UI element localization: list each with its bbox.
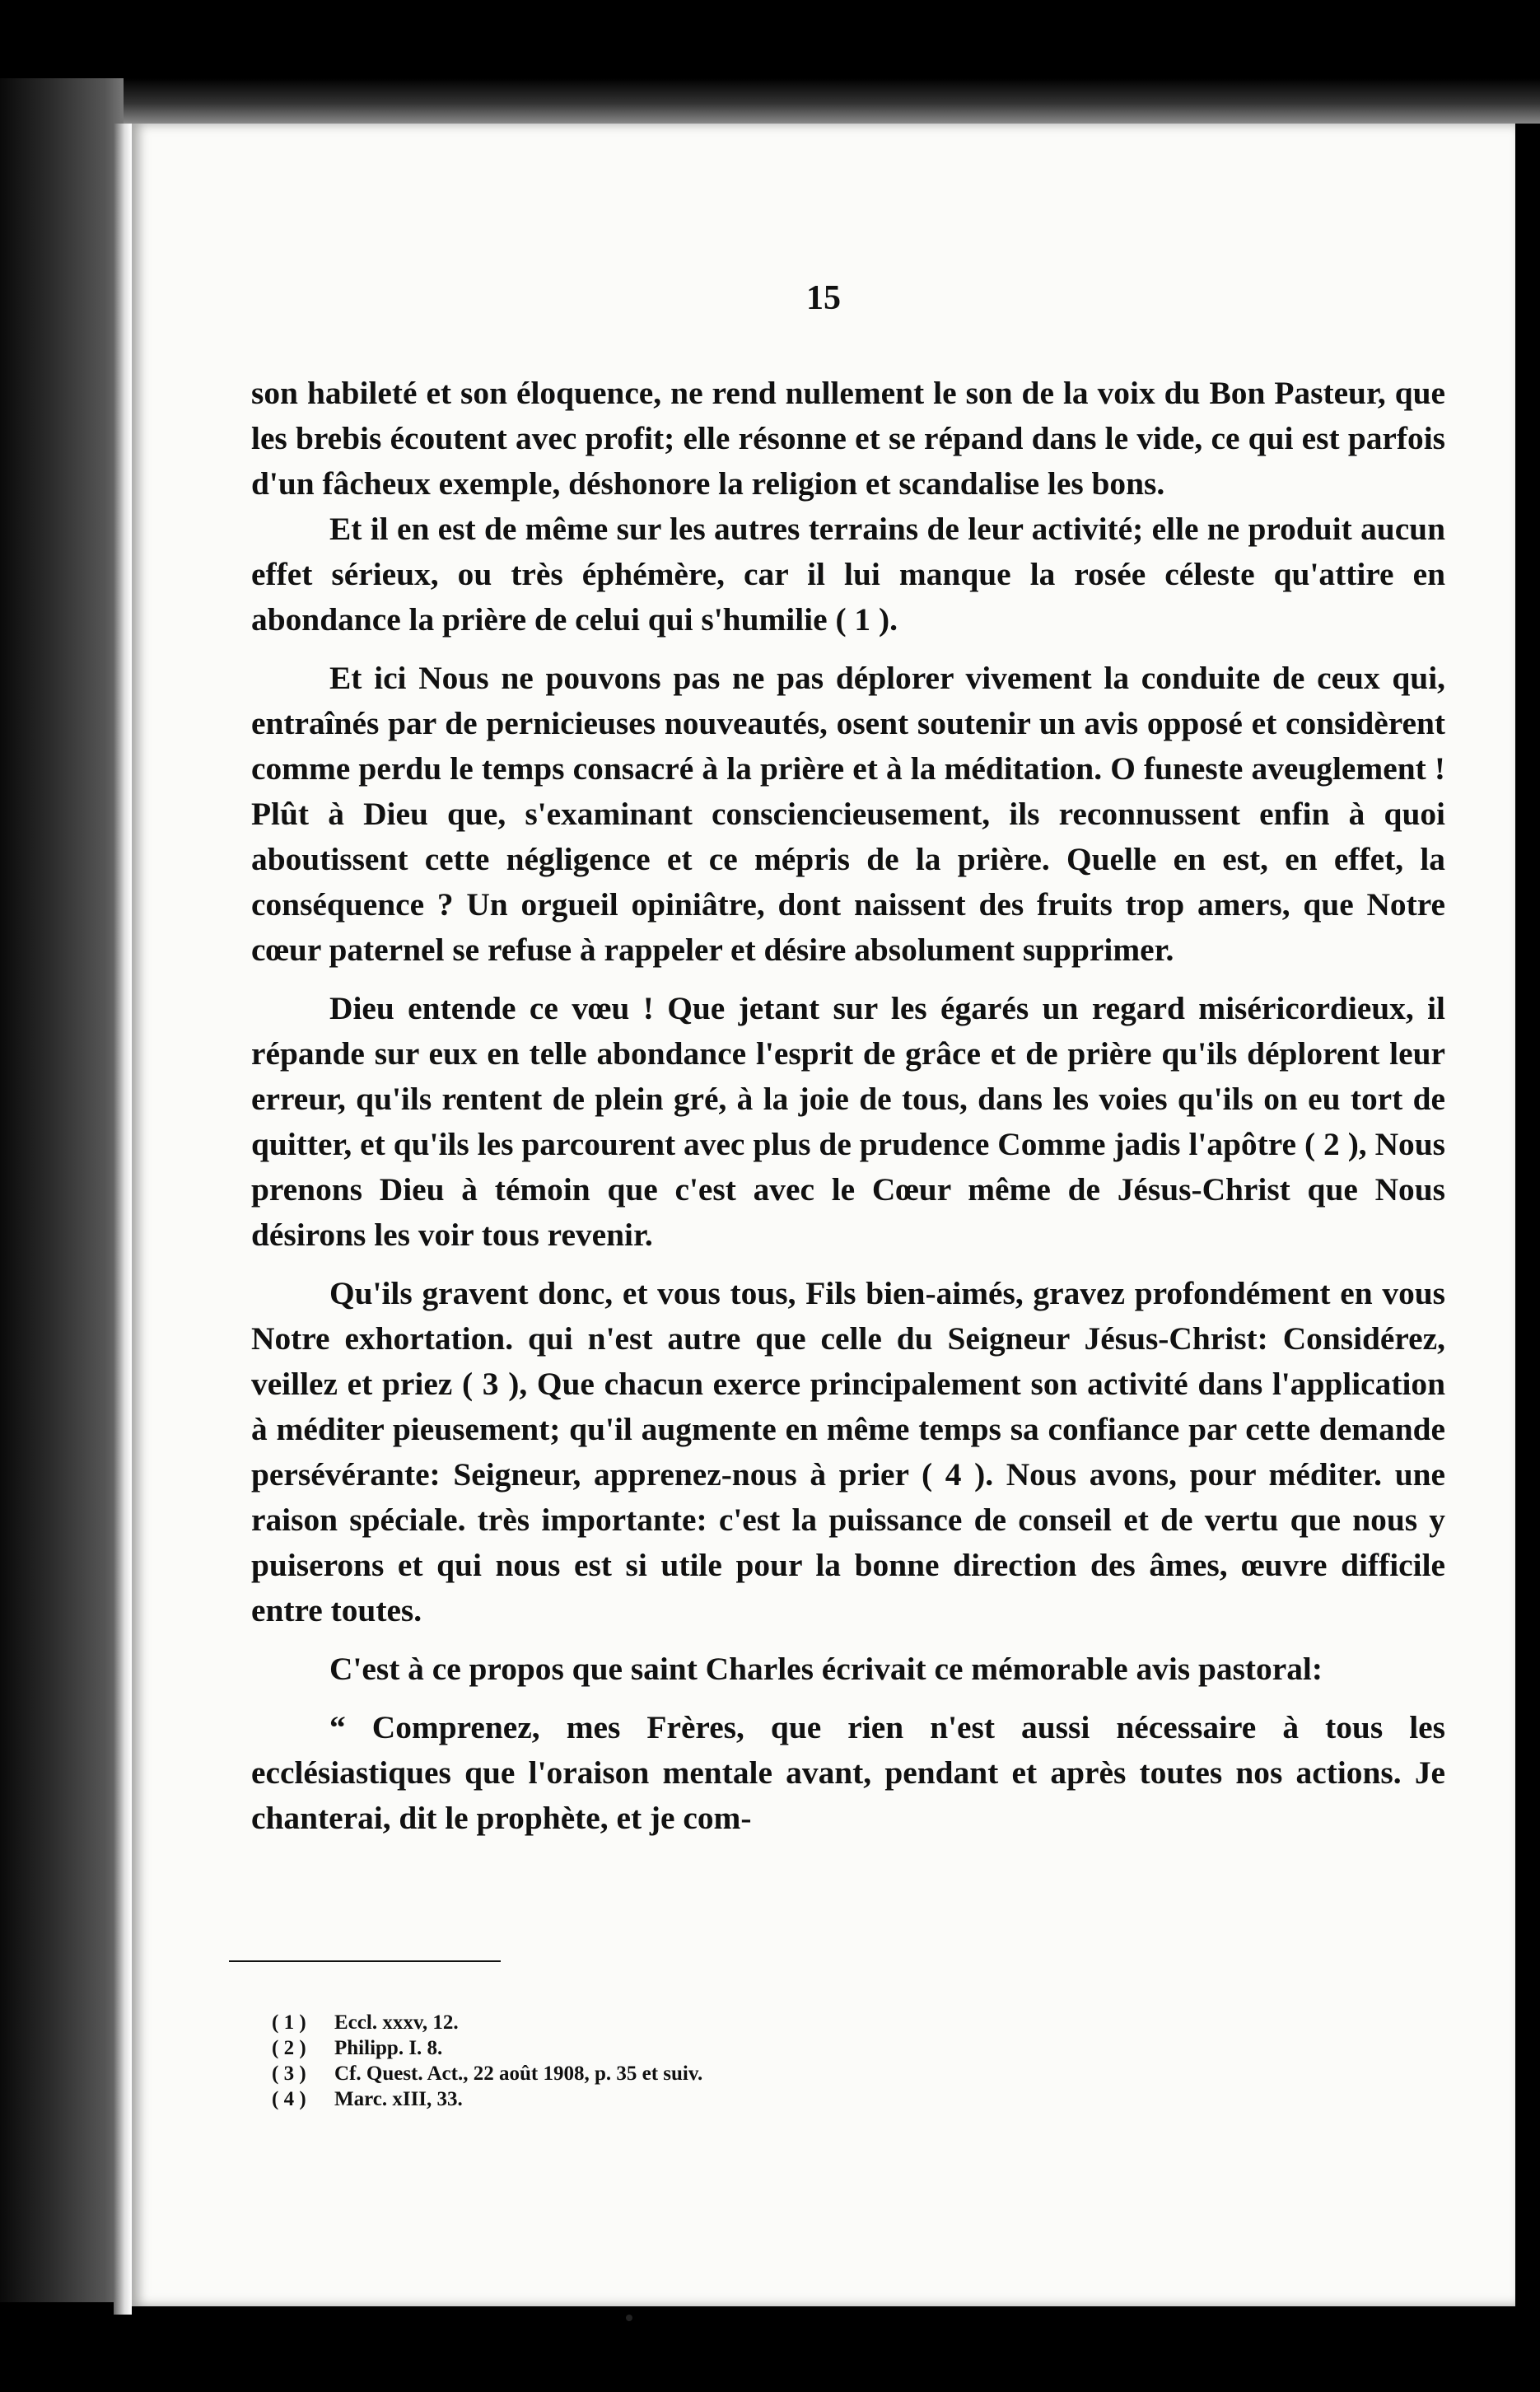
footnote-text: Marc. xIII, 33.	[334, 2088, 463, 2110]
paragraph-6: C'est à ce propos que saint Charles écrivait ce mémorable avis pastoral:	[329, 1651, 1323, 1687]
paragraph-1: son habileté et son éloquence, ne rend nullement le son de la voix du Bon Pasteur, que les brebis écoutent avec profit; elle résonne et se répand dans le vide, ce qui est parfois d'un fâcheux exemple, déshonore la religion et scandalise les bons.	[251, 375, 1445, 502]
footnote-number: ( 3 )	[272, 2063, 306, 2085]
paragraph-7: “ Comprenez, mes Frères, que rien n'est aussi nécessaire à tous les ecclésiastiques que l'oraison mentale avant, pendant et après toutes nos actions. Je chanterai, dit le prophète, et je com-	[251, 1709, 1445, 1836]
book-page	[132, 124, 1515, 2306]
paragraph-4: Dieu entende ce vœu ! Que jetant sur les égarés un regard miséricordieux, il répande sur eux en telle abondance l'esprit de grâce et de prière qu'ils déplorent leur erreur, qu'ils rentent de plein gré, à la joie de tous, dans les voies qu'ils on eu tort de quitter, et qu'ils les parcourent avec plus de prudence Comme jadis l'apôtre ( 2 ), Nous prenons Dieu à témoin que c'est avec le Cœur même de Jésus-Christ que Nous désirons les voir tous revenir.	[251, 990, 1445, 1253]
footnote-text: Cf. Quest. Act., 22 août 1908, p. 35 et suiv.	[334, 2063, 703, 2085]
paragraph-2: Et il en est de même sur les autres terrains de leur activité; elle ne produit aucun effet sérieux, ou très éphémère, car il lui manque la rosée céleste qu'attire en abondance la prière de celui qui s'humilie ( 1 ).	[251, 511, 1445, 638]
footnote-text: Philipp. I. 8.	[334, 2037, 443, 2059]
page-number: 15	[806, 279, 841, 317]
previous-page-edge	[0, 78, 124, 2302]
paragraph-5: Qu'ils gravent donc, et vous tous, Fils bien-aimés, gravez profondément en vous Notre exhortation. qui n'est autre que celle du Seigneur Jésus-Christ: Considérez, veillez et priez ( 3 ), Que chacun exerce principalement son activité dans l'application à méditer pieusement; qu'il augmente en même temps sa confiance par cette demande persévérante: Seigneur, apprenez-nous à prier ( 4 ). Nous avons, pour méditer. une raison spéciale. très importante: c'est la puissance de conseil et de vertu que nous y puiserons et qui nous est si utile pour la bonne direction des âmes, œuvre difficile entre toutes.	[251, 1275, 1445, 1628]
footnote-divider	[229, 1960, 501, 1962]
body-text	[251, 371, 1445, 1841]
footnote-number: ( 2 )	[272, 2037, 306, 2059]
scan-top-border	[0, 78, 1540, 124]
page-gutter	[114, 124, 132, 2315]
footnote	[272, 2086, 931, 2112]
footnote	[272, 2010, 931, 2035]
paragraph-3: Et ici Nous ne pouvons pas ne pas déplorer vivement la conduite de ceux qui, entraînés par de pernicieuses nouveautés, osent soutenir un avis opposé et considèrent comme perdu le temps consacré à la prière et à la méditation. O funeste aveuglement ! Plût à Dieu que, s'examinant consciencieusement, ils reconnussent enfin à quoi aboutissent cette négligence et ce mépris de la prière. Quelle en est, en effet, la conséquence ? Un orgueil opiniâtre, dont naissent des fruits trop amers, que Notre cœur paternel se refuse à rappeler et désire absolument supprimer.	[251, 660, 1445, 968]
footnote	[272, 2035, 931, 2061]
footnote-number: ( 1 )	[272, 2011, 306, 2034]
footnote	[272, 2061, 931, 2086]
footnotes	[272, 2010, 931, 2112]
footnote-text: Eccl. xxxv, 12.	[334, 2011, 459, 2034]
footnote-number: ( 4 )	[272, 2088, 306, 2110]
page-speck	[626, 2315, 632, 2321]
